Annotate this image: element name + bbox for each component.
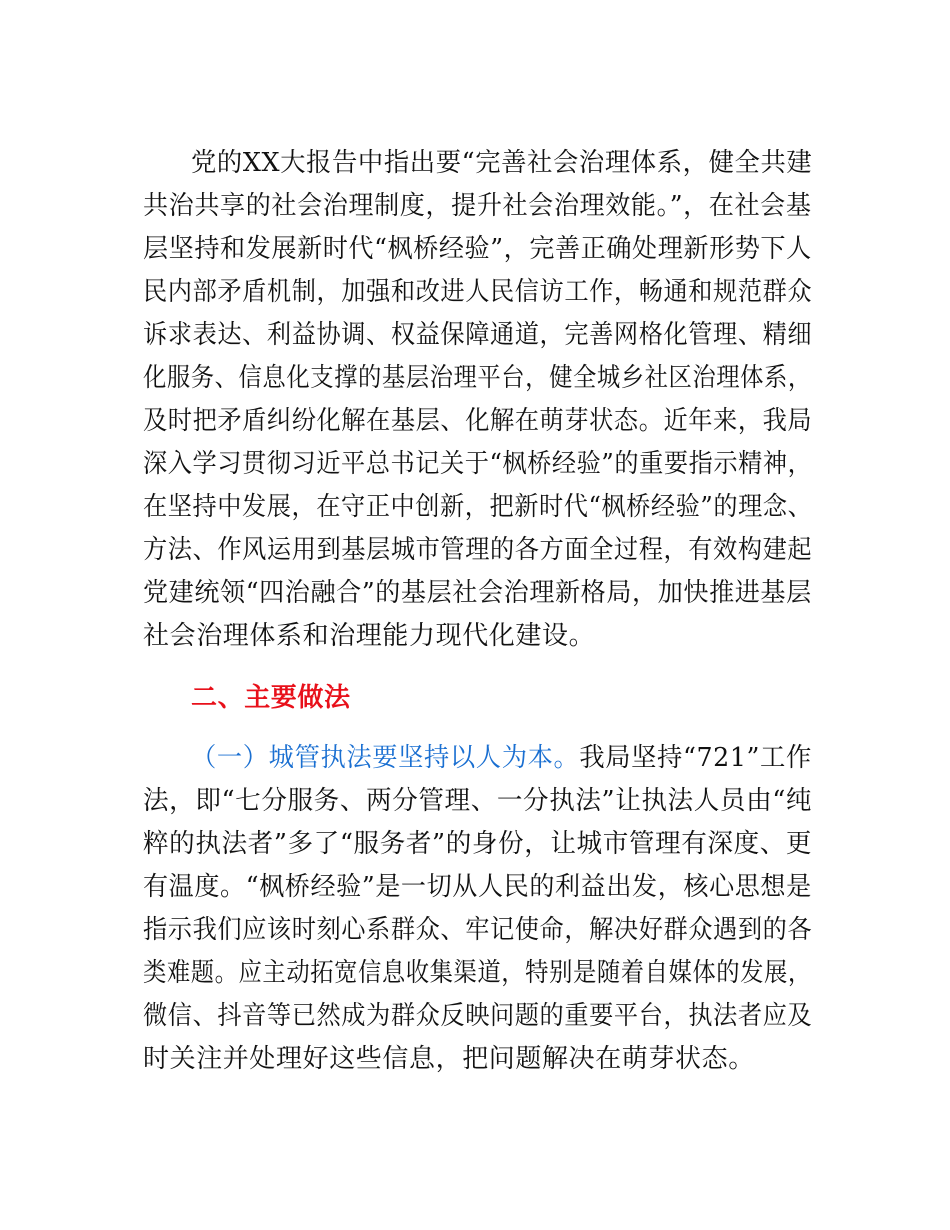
- paragraph-line: 及时把矛盾纠纷化解在基层、化解在萌芽状态。近年来，我局: [143, 406, 813, 436]
- paragraph-line: 党的XX大报告中指出要“完善社会治理体系，健全共建: [191, 148, 813, 178]
- paragraph-line: 层坚持和发展新时代“枫桥经验”，完善正确处理新形势下人: [143, 234, 812, 264]
- section-heading: 二、主要做法: [191, 683, 351, 713]
- paragraph-line: 粹的执法者”多了“服务者”的身份，让城市管理有深度、更: [143, 829, 813, 859]
- paragraph-line: 深入学习贯彻习近平总书记关于“枫桥经验”的重要指示精神，: [143, 449, 813, 479]
- paragraph-line: 法，即“七分服务、两分管理、一分执法”让执法人员由“纯: [143, 786, 813, 816]
- paragraph-line: 化服务、信息化支撑的基层治理平台，健全城乡社区治理体系，: [143, 363, 812, 393]
- paragraph-line-rest: 我局坚持“721”工作: [579, 743, 812, 773]
- paragraph-line: 社会治理体系和治理能力现代化建设。: [143, 621, 596, 651]
- paragraph-line: 共治共享的社会治理制度，提升社会治理效能。”，在社会基: [143, 191, 812, 221]
- paragraph-first-line: [191, 742, 812, 774]
- paragraph-line: 诉求表达、利益协调、权益保障通道，完善网格化管理、精细: [143, 320, 813, 350]
- paragraph-line: 有温度。“枫桥经验”是一切从人民的利益出发，核心思想是: [143, 872, 812, 902]
- paragraph-line: 类难题。应主动拓宽信息收集渠道，特别是随着自媒体的发展，: [143, 958, 812, 988]
- paragraph-line: 方法、作风运用到基层城市管理的各方面全过程，有效构建起: [143, 535, 813, 565]
- paragraph-line: 时关注并处理好这些信息，把问题解决在萌芽状态。: [143, 1044, 755, 1074]
- paragraph-line: 指示我们应该时刻心系群众、牢记使命，解决好群众遇到的各: [143, 915, 813, 945]
- paragraph-line: 微信、抖音等已然成为群众反映问题的重要平台，执法者应及: [143, 1001, 813, 1031]
- paragraph-line: 党建统领“四治融合”的基层社会治理新格局，加快推进基层: [143, 578, 812, 608]
- subheading: （一）城管执法要坚持以人为本。: [191, 743, 580, 773]
- paragraph-line: 在坚持中发展，在守正中创新，把新时代“枫桥经验”的理念、: [143, 492, 813, 522]
- paragraph-line: 民内部矛盾机制，加强和改进人民信访工作，畅通和规范群众: [143, 277, 813, 307]
